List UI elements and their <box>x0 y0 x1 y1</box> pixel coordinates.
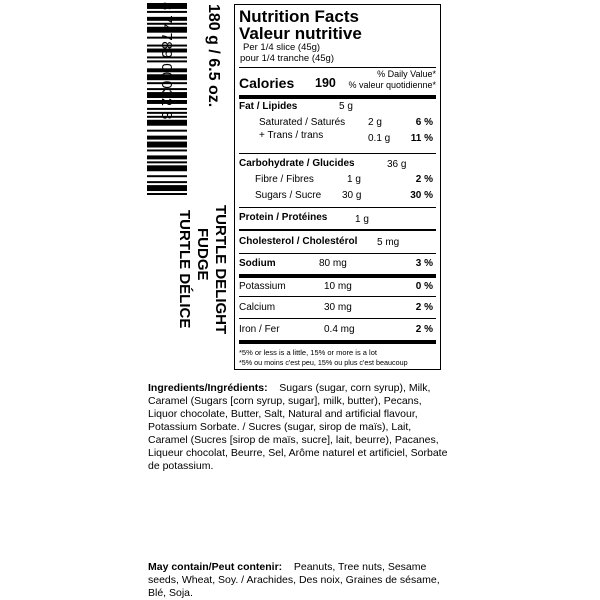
footnote-en: *5% or less is a little, 15% or more is a lot <box>239 348 377 357</box>
sodium-dv: 3 % <box>415 258 433 269</box>
nutrition-facts-panel <box>234 4 441 370</box>
barcode-digits: 8 74789 00032 8 <box>158 2 174 120</box>
calcium-row <box>239 296 436 318</box>
footnote-fr: *5% ou moins c'est peu, 15% ou plus c'est beaucoup <box>239 358 408 367</box>
barcode-bar <box>147 161 187 163</box>
ingredients-label: Ingredients/Ingrédients: <box>148 382 268 394</box>
product-name-line-1: TURTLE DELIGHT <box>212 205 229 335</box>
sugars-label: Sugars / Sucre <box>255 190 322 201</box>
daily-value-header-fr: % valeur quotidienne* <box>348 80 436 90</box>
protein-amount: 1 g <box>355 214 369 225</box>
barcode-bar <box>147 165 187 171</box>
trans-dv: 11 % <box>410 133 433 144</box>
sodium-row <box>239 253 436 274</box>
barcode-bar <box>147 149 187 151</box>
sodium-label: Sodium <box>239 258 276 269</box>
trans-amount: 0.1 g <box>368 133 391 144</box>
potassium-dv: 0 % <box>415 281 433 292</box>
saturated-dv: 6 % <box>415 117 433 128</box>
may-contain-list: Peanuts, Tree nuts, Sesame seeds, Wheat, Soy. / Arachides, Des noix, Graines de sésame, Blé, Soja. <box>148 561 440 599</box>
trans-label: + Trans / trans <box>259 130 324 141</box>
fibre-label: Fibre / Fibres <box>255 174 314 185</box>
barcode-bar <box>147 193 187 195</box>
protein-label: Protein / Protéines <box>239 212 328 223</box>
fibre-dv: 2 % <box>415 174 433 185</box>
barcode-bar <box>147 142 187 148</box>
protein-row <box>239 207 436 229</box>
cholesterol-row <box>239 229 436 253</box>
saturated-label: Saturated / Saturés <box>259 117 346 128</box>
serving-size-fr: pour 1/4 tranche (45g) <box>240 53 335 64</box>
sodium-amount: 80 mg <box>319 258 347 269</box>
product-name-line-3: TURTLE DÉLICE <box>176 210 193 329</box>
carbohydrate-label: Carbohydrate / Glucides <box>239 158 355 169</box>
fat-section <box>239 95 436 153</box>
nutrition-title-fr: Valeur nutritive <box>239 24 362 43</box>
potassium-label: Potassium <box>239 281 286 292</box>
serving-size-en: Per 1/4 slice (45g) <box>243 42 321 53</box>
calcium-amount: 30 mg <box>324 302 352 313</box>
potassium-row <box>239 274 436 296</box>
calories-value: 190 <box>315 76 336 90</box>
sugars-amount: 30 g <box>342 190 362 201</box>
carbohydrate-section <box>239 153 436 207</box>
potassium-amount: 10 mg <box>324 281 352 292</box>
nutrition-title-en: Nutrition Facts <box>239 7 359 26</box>
iron-row <box>239 318 436 340</box>
iron-label: Iron / Fer <box>239 324 280 335</box>
barcode-bar <box>147 155 187 159</box>
calcium-label: Calcium <box>239 302 276 313</box>
net-weight: 180 g / 6.5 oz. <box>205 4 222 108</box>
may-contain-label: May contain/Peut contenir: <box>148 561 283 573</box>
calcium-dv: 2 % <box>415 302 433 313</box>
carbohydrate-amount: 36 g <box>387 159 407 170</box>
sugars-dv: 30 % <box>410 190 433 201</box>
ingredients-text <box>148 382 448 473</box>
barcode-bar <box>147 120 187 126</box>
fibre-amount: 1 g <box>347 174 361 185</box>
barcode-bar <box>147 130 187 132</box>
barcode-bar <box>147 185 187 191</box>
fat-label: Fat / Lipides <box>239 101 298 112</box>
ingredients-list: Sugars (sugar, corn syrup), Milk, Caramel (Sugars [corn syrup, sugar], milk, butter), Pecans, Liquor chocolate, Butter, Salt, Natural and artificial flavour, Potassium Sorbate. / Sucres (sugar, sirop de maïs), Lait, Caramel (Sucres [sirop de maïs, sucre], lait, beurre), Pacanes, Liqueur chocolat, Beurre, Sel, Arôme naturel et artificiel, Sorbate de potassium. <box>148 382 448 472</box>
iron-dv: 2 % <box>415 324 433 335</box>
iron-amount: 0.4 mg <box>324 324 355 335</box>
fat-amount: 5 g <box>339 101 353 112</box>
barcode-bar <box>147 136 187 140</box>
cholesterol-amount: 5 mg <box>377 237 400 248</box>
calories-label: Calories <box>239 75 295 91</box>
footnote <box>239 340 436 370</box>
barcode-bar <box>147 181 187 183</box>
may-contain-text <box>148 561 448 600</box>
cholesterol-label: Cholesterol / Cholestérol <box>239 236 358 247</box>
product-name-line-2: FUDGE <box>194 228 211 281</box>
daily-value-header-en: % Daily Value* <box>377 69 436 79</box>
saturated-amount: 2 g <box>368 117 382 128</box>
barcode-bar <box>147 175 187 177</box>
calories-row <box>239 67 436 95</box>
